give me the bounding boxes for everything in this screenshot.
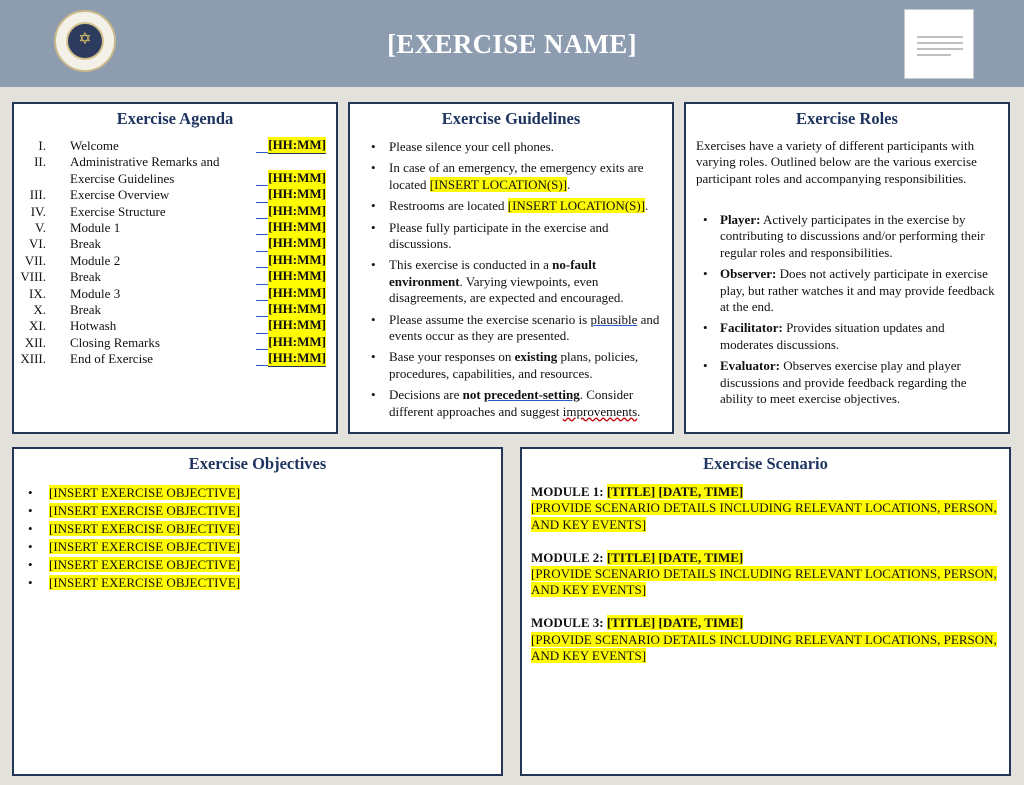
- agenda-label: Module 3: [70, 285, 121, 301]
- agenda-label: Module 1: [70, 219, 121, 235]
- scenario-modules: [531, 484, 1001, 681]
- bullet-icon: •: [703, 320, 708, 336]
- guideline-text: Restrooms are located: [389, 198, 508, 214]
- agenda-time: [HH:MM]: [268, 317, 326, 334]
- header-bar: [0, 0, 1024, 87]
- guideline-text: .: [637, 403, 641, 419]
- module-title-placeholder: [TITLE] [DATE, TIME]: [606, 549, 744, 565]
- guideline-text: Please assume the exercise scenario is: [389, 311, 591, 327]
- list-item: [364, 312, 664, 345]
- scenario-module: [531, 484, 1001, 533]
- roles-list: [696, 212, 996, 412]
- agenda-number: III.: [29, 187, 46, 203]
- agenda-label: Welcome: [70, 138, 119, 153]
- module-label: MODULE 2:: [531, 549, 607, 565]
- role-description: Provides situation updates and moderates discussions.: [720, 320, 945, 352]
- agenda-item: [14, 302, 336, 318]
- star-icon: ✡: [78, 31, 92, 48]
- list-item: [364, 387, 664, 420]
- agenda-time: [HH:MM]: [268, 268, 326, 285]
- role-description: Actively participates in the exercise by contributing to discussions and/or performing their regular roles and responsibilities.: [720, 212, 985, 260]
- agenda-item: [14, 236, 336, 252]
- role-name: Evaluator:: [720, 358, 780, 374]
- objective-placeholder: [INSERT EXERCISE OBJECTIVE]: [49, 485, 241, 500]
- objective-placeholder: [INSERT EXERCISE OBJECTIVE]: [49, 521, 241, 536]
- list-item: [696, 358, 996, 407]
- agenda-label: Break: [70, 301, 102, 317]
- scenario-title: Exercise Scenario: [703, 454, 828, 473]
- module-details-placeholder: [PROVIDE SCENARIO DETAILS INCLUDING RELEVANT LOCATIONS, PERSON, AND KEY EVENTS]: [531, 631, 997, 664]
- roles-title: Exercise Roles: [796, 109, 898, 128]
- bullet-icon: •: [371, 139, 376, 154]
- role-description: Observes exercise play and player discussions and provide feedback regarding the ability to meet exercise objectives.: [720, 358, 967, 407]
- list-item: [24, 502, 484, 520]
- placeholder-highlight: [INSERT LOCATION(S)]: [429, 176, 568, 192]
- agenda-time: [HH:MM]: [268, 350, 326, 367]
- guideline-text: Please fully participate in the exercise and discussions.: [389, 219, 609, 252]
- agenda-item: [14, 204, 336, 220]
- list-item: [696, 320, 996, 353]
- module-details: [531, 566, 1001, 599]
- agenda-time: [HH:MM]: [268, 137, 326, 154]
- bullet-icon: •: [371, 160, 376, 176]
- agenda-item: [14, 253, 336, 269]
- agenda-item: [14, 187, 336, 203]
- emphasis-text: existing: [514, 349, 558, 365]
- emphasis-underlined-text: precedent-setting: [483, 387, 580, 403]
- agenda-time: [HH:MM]: [268, 170, 326, 187]
- list-item: [696, 212, 996, 261]
- agenda-time: [HH:MM]: [268, 235, 326, 252]
- role-description: Does not actively participate in exercise play, but rather watches it and may provide feedback at the end.: [720, 266, 995, 315]
- module-details-placeholder: [PROVIDE SCENARIO DETAILS INCLUDING RELEVANT LOCATIONS, PERSON, AND KEY EVENTS]: [531, 566, 997, 598]
- guideline-text: . Varying viewpoints, even disagreements, are expected and encouraged.: [389, 273, 624, 306]
- exercise-guidelines-panel: [348, 102, 674, 434]
- module-details-placeholder: [PROVIDE SCENARIO DETAILS INCLUDING RELEVANT LOCATIONS, PERSON, AND KEY EVENTS]: [531, 500, 997, 532]
- module-label: MODULE 3:: [531, 615, 607, 631]
- agenda-item: [14, 269, 336, 285]
- exercise-objectives-panel: [12, 447, 503, 776]
- guideline-text: plans, policies, procedures, capabilities, and resources.: [389, 349, 639, 381]
- exercise-scenario-panel: [520, 447, 1011, 776]
- roles-intro-text: Exercises have a variety of different participants with varying roles. Outlined below are the various exercise participant roles and accompanying responsibilities.: [696, 138, 977, 186]
- guideline-text: Please silence your cell phones.: [389, 139, 554, 154]
- bullet-icon: •: [371, 219, 376, 235]
- bullet-icon: •: [28, 485, 33, 500]
- agenda-title: Exercise Agenda: [116, 109, 234, 128]
- agenda-list: [14, 138, 336, 367]
- agenda-label: Module 2: [70, 252, 121, 268]
- bullet-icon: •: [703, 266, 708, 282]
- list-item: [696, 266, 996, 315]
- objective-placeholder: [INSERT EXERCISE OBJECTIVE]: [49, 557, 241, 572]
- agenda-label: Administrative Remarks and Exercise Guidelines: [70, 154, 220, 186]
- agenda-item: [14, 318, 336, 334]
- agenda-number: IV.: [30, 203, 46, 219]
- thumb-line: [917, 54, 951, 56]
- bullet-icon: •: [703, 212, 708, 227]
- agenda-label: Closing Remarks: [70, 334, 160, 350]
- agenda-time: [HH:MM]: [268, 252, 326, 269]
- agenda-number: V.: [35, 219, 46, 235]
- thumb-line: [917, 36, 963, 38]
- agenda-number: X.: [33, 301, 46, 317]
- bullet-icon: •: [28, 557, 33, 572]
- module-title-placeholder: [TITLE] [DATE, TIME]: [606, 484, 744, 499]
- module-title-placeholder: [TITLE] [DATE, TIME]: [606, 615, 744, 631]
- agenda-label: Exercise Structure: [70, 203, 166, 219]
- agenda-item: [14, 154, 336, 187]
- guideline-text: and events occur as they are presented.: [389, 311, 660, 344]
- agenda-number: XIII.: [20, 351, 46, 367]
- document-thumbnail-image: [904, 9, 974, 79]
- spelling-flagged-text: improvements: [562, 403, 638, 419]
- agenda-number: II.: [34, 154, 46, 170]
- agenda-item: [14, 351, 336, 367]
- agenda-number: XI.: [29, 318, 46, 334]
- agenda-label: Exercise Overview: [70, 187, 170, 203]
- agenda-time: [HH:MM]: [268, 301, 326, 318]
- agenda-time: [HH:MM]: [268, 219, 326, 236]
- list-item: [364, 257, 664, 306]
- agenda-item: [14, 335, 336, 351]
- agenda-time: [HH:MM]: [268, 186, 326, 203]
- list-item: [24, 520, 484, 538]
- thumb-line: [917, 48, 963, 50]
- agenda-label: Break: [70, 236, 102, 252]
- placeholder-highlight: [INSERT LOCATION(S)]: [507, 198, 646, 214]
- emphasis-text: no-fault environment: [389, 257, 597, 289]
- list-item: [364, 349, 664, 382]
- role-name: Observer:: [720, 266, 777, 282]
- agenda-label: End of Exercise: [70, 351, 154, 367]
- role-name: Player:: [720, 212, 761, 227]
- grammar-flagged-text: plausible: [590, 311, 638, 327]
- exercise-agenda-panel: [12, 102, 338, 434]
- bullet-icon: •: [371, 198, 376, 214]
- list-item: [364, 220, 664, 253]
- objective-placeholder: [INSERT EXERCISE OBJECTIVE]: [49, 575, 241, 590]
- exercise-roles-panel: [684, 102, 1010, 434]
- bullet-icon: •: [28, 575, 33, 590]
- bullet-icon: •: [371, 257, 376, 273]
- agenda-number: I.: [38, 138, 46, 153]
- guideline-text: Decisions are: [389, 387, 463, 403]
- guideline-text: In case of an emergency, the emergency exits are located: [389, 160, 644, 192]
- agenda-time: [HH:MM]: [268, 203, 326, 220]
- agenda-label: Hotwash: [70, 318, 117, 334]
- module-heading: [531, 615, 1001, 631]
- list-item: [364, 198, 664, 214]
- objectives-list: [24, 484, 484, 592]
- objective-placeholder: [INSERT EXERCISE OBJECTIVE]: [49, 503, 241, 518]
- guidelines-list: [364, 139, 664, 425]
- role-name: Facilitator:: [720, 320, 783, 336]
- bullet-icon: •: [28, 539, 33, 554]
- thumb-line: [917, 42, 963, 44]
- scenario-module: [531, 615, 1001, 664]
- agenda-number: IX.: [29, 285, 46, 301]
- objective-placeholder: [INSERT EXERCISE OBJECTIVE]: [49, 539, 241, 554]
- objectives-title: Exercise Objectives: [188, 454, 327, 473]
- bullet-icon: •: [371, 311, 376, 327]
- bullet-icon: •: [28, 503, 33, 518]
- scenario-module: [531, 550, 1001, 599]
- bullet-icon: •: [371, 387, 376, 403]
- module-heading: [531, 484, 1001, 500]
- agenda-number: XII.: [24, 334, 46, 350]
- module-details: [531, 632, 1001, 665]
- module-details: [531, 500, 1001, 533]
- agenda-time: [HH:MM]: [268, 285, 326, 302]
- module-label: MODULE 1:: [531, 484, 607, 499]
- list-item: [24, 574, 484, 592]
- agenda-label: Break: [70, 269, 102, 285]
- guideline-text: . Consider different approaches and suggest: [389, 387, 634, 419]
- agenda-number: VIII.: [20, 269, 46, 285]
- agenda-item: [14, 286, 336, 302]
- agenda-time: [HH:MM]: [268, 334, 326, 351]
- module-heading: [531, 550, 1001, 566]
- bullet-icon: •: [28, 521, 33, 536]
- agenda-number: VI.: [29, 236, 46, 252]
- agenda-item: [14, 138, 336, 154]
- agenda-number: VII.: [24, 252, 46, 268]
- guideline-text: .: [567, 176, 571, 192]
- agenda-item: [14, 220, 336, 236]
- list-item: [24, 538, 484, 556]
- guideline-text: Base your responses on: [389, 349, 515, 365]
- guideline-text: .: [645, 198, 649, 214]
- list-item: [364, 160, 664, 193]
- list-item: [24, 484, 484, 502]
- emphasis-text: not: [462, 387, 481, 403]
- bullet-icon: •: [371, 349, 376, 365]
- guidelines-title: Exercise Guidelines: [441, 109, 581, 128]
- bullet-icon: •: [703, 358, 708, 374]
- page-title: [EXERCISE NAME]: [387, 29, 637, 59]
- guideline-text: This exercise is conducted in a: [389, 257, 553, 273]
- list-item: [24, 556, 484, 574]
- list-item: [364, 139, 664, 155]
